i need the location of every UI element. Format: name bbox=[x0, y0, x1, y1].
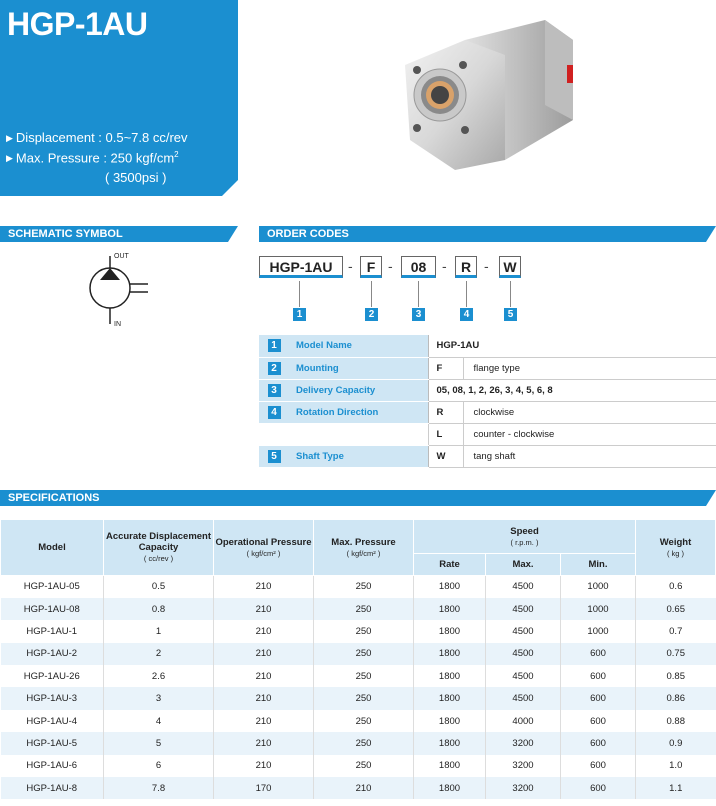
table-cell: 1800 bbox=[414, 755, 486, 777]
section-schematic bbox=[0, 226, 238, 242]
table-cell: 250 bbox=[314, 643, 414, 665]
table-cell: 1800 bbox=[414, 665, 486, 687]
table-cell: 4500 bbox=[486, 643, 561, 665]
bar-cut bbox=[706, 490, 716, 506]
table-cell: 0.7 bbox=[669, 625, 683, 637]
table-cell: 600 bbox=[561, 710, 636, 732]
table-cell: 600 bbox=[561, 643, 636, 665]
row-key: 05, 08, 1, 2, 26, 3, 4, 5, 6, 8 bbox=[428, 379, 716, 401]
spec-displacement bbox=[6, 130, 188, 145]
table-cell: 600 bbox=[561, 665, 636, 687]
table-cell: 210 bbox=[214, 687, 314, 709]
row-key: R bbox=[428, 401, 463, 423]
code-dash: - bbox=[442, 258, 447, 274]
table-row bbox=[1, 687, 716, 709]
table-row bbox=[1, 576, 716, 598]
col-weight: Weight ( kg ) bbox=[636, 520, 716, 576]
table-cell: 4500 bbox=[486, 665, 561, 687]
table-cell: 1800 bbox=[414, 576, 486, 598]
row-number-empty bbox=[259, 423, 289, 445]
schematic-in-label: IN bbox=[114, 321, 121, 328]
table-cell: 250 bbox=[314, 598, 414, 620]
col-speed-min: Min. bbox=[561, 554, 636, 576]
table-row bbox=[1, 710, 716, 732]
table-row bbox=[1, 777, 716, 799]
row-number: 5 bbox=[268, 450, 281, 463]
table-cell: 6 bbox=[104, 755, 214, 777]
order-row bbox=[259, 401, 716, 423]
table-cell: 3 bbox=[104, 687, 214, 709]
table-cell: 1000 bbox=[561, 598, 636, 620]
row-number: 4 bbox=[268, 406, 281, 419]
table-row bbox=[1, 665, 716, 687]
table-cell: HGP-1AU-1 bbox=[1, 620, 104, 642]
section-specs-label: SPECIFICATIONS bbox=[8, 492, 100, 504]
bar-cut bbox=[228, 226, 238, 242]
table-cell: 1800 bbox=[414, 643, 486, 665]
table-cell: 1000 bbox=[561, 620, 636, 642]
code-model: HGP-1AU bbox=[259, 256, 343, 278]
code-dash: - bbox=[484, 258, 489, 274]
table-cell: 250 bbox=[314, 687, 414, 709]
code-rotation: R bbox=[455, 256, 477, 278]
table-cell: HGP-1AU-05 bbox=[1, 576, 104, 598]
table-row bbox=[1, 732, 716, 754]
row-number: 3 bbox=[268, 384, 281, 397]
table-cell: HGP-1AU-4 bbox=[1, 710, 104, 732]
table-cell: 250 bbox=[314, 732, 414, 754]
code-number-1: 1 bbox=[293, 308, 306, 321]
table-cell: 210 bbox=[214, 598, 314, 620]
table-cell: 7.8 bbox=[104, 777, 214, 799]
col-rate: Rate bbox=[414, 554, 486, 576]
table-cell: 600 bbox=[561, 732, 636, 754]
schematic-out-label: OUT bbox=[114, 253, 129, 260]
spec-psi: ( 3500psi ) bbox=[105, 170, 167, 185]
row-value: tang shaft bbox=[463, 445, 716, 467]
product-image bbox=[395, 10, 585, 180]
table-row bbox=[1, 643, 716, 665]
table-cell: 250 bbox=[314, 755, 414, 777]
code-number-3: 3 bbox=[412, 308, 425, 321]
table-cell: 0.6 bbox=[669, 581, 683, 593]
table-cell: 3200 bbox=[486, 755, 561, 777]
table-cell: 0.9 bbox=[636, 732, 716, 754]
table-cell: 250 bbox=[314, 710, 414, 732]
row-key: HGP-1AU bbox=[428, 335, 716, 357]
table-cell: 250 bbox=[314, 665, 414, 687]
bullet-arrow-icon: ▶ bbox=[6, 133, 13, 143]
order-row bbox=[259, 379, 716, 401]
row-number: 2 bbox=[268, 362, 281, 375]
row-value: clockwise bbox=[463, 401, 716, 423]
table-cell: 4500 bbox=[486, 598, 561, 620]
table-cell: 210 bbox=[214, 665, 314, 687]
row-label: Rotation Direction bbox=[289, 401, 428, 423]
code-mounting: F bbox=[360, 256, 382, 278]
table-cell: 4 bbox=[104, 710, 214, 732]
table-cell: 0.86 bbox=[636, 687, 716, 709]
table-row bbox=[1, 755, 716, 777]
table-cell: 2 bbox=[104, 643, 214, 665]
table-cell: 600 bbox=[561, 777, 636, 799]
spec-pressure bbox=[6, 150, 179, 165]
row-key: W bbox=[428, 445, 463, 467]
table-cell: HGP-1AU-6 bbox=[1, 755, 104, 777]
bar-cut bbox=[706, 226, 716, 242]
table-cell: 2.6 bbox=[104, 665, 214, 687]
table-cell: 4500 bbox=[486, 687, 561, 709]
table-cell: 3200 bbox=[486, 777, 561, 799]
table-cell: HGP-1AU-26 bbox=[1, 665, 104, 687]
table-cell: HGP-1AU-5 bbox=[1, 732, 104, 754]
row-number: 1 bbox=[268, 339, 281, 352]
col-speed-max: Max. bbox=[486, 554, 561, 576]
corner-cut bbox=[222, 180, 238, 196]
table-cell: 250 bbox=[314, 620, 414, 642]
table-cell: 0.8 bbox=[104, 598, 214, 620]
section-order-label: ORDER CODES bbox=[267, 228, 349, 240]
table-cell: 1.0 bbox=[669, 760, 683, 772]
table-cell: HGP-1AU-3 bbox=[1, 687, 104, 709]
order-code-table bbox=[259, 335, 716, 468]
section-specs bbox=[0, 490, 716, 506]
table-cell: 0.5 bbox=[104, 576, 214, 598]
table-cell: 1000 bbox=[561, 576, 636, 598]
table-cell: 210 bbox=[214, 755, 314, 777]
code-number-2: 2 bbox=[365, 308, 378, 321]
col-displacement: Accurate Displacement Capacity ( cc/rev ) bbox=[104, 520, 214, 576]
col-max-pressure: Max. Pressure ( kgf/cm² ) bbox=[314, 520, 414, 576]
table-cell: HGP-1AU-08 bbox=[1, 598, 104, 620]
row-key: L bbox=[428, 423, 463, 445]
col-speed: Speed ( r.p.m. ) bbox=[414, 520, 636, 554]
displacement-text: Displacement : 0.5~7.8 cc/rev bbox=[15, 130, 188, 145]
specs-table bbox=[0, 519, 716, 799]
table-cell: 250 bbox=[314, 576, 414, 598]
table-cell: 1800 bbox=[414, 732, 486, 754]
row-label: Shaft Type bbox=[289, 445, 428, 467]
pressure-sup: 2 bbox=[174, 150, 179, 159]
col-operational: Operational Pressure ( kgf/cm² ) bbox=[214, 520, 314, 576]
table-cell: 600 bbox=[561, 687, 636, 709]
order-row bbox=[259, 423, 716, 445]
bullet-arrow-icon: ▶ bbox=[6, 153, 13, 164]
row-label: Model Name bbox=[289, 335, 428, 357]
table-cell: HGP-1AU-8 bbox=[1, 777, 104, 799]
table-cell: 1.1 bbox=[636, 777, 716, 799]
code-number-5: 5 bbox=[504, 308, 517, 321]
code-number-4: 4 bbox=[460, 308, 473, 321]
code-connector bbox=[466, 281, 467, 307]
table-cell: 170 bbox=[214, 777, 314, 799]
order-row bbox=[259, 335, 716, 357]
header-panel bbox=[0, 0, 238, 196]
row-label: Delivery Capacity bbox=[289, 379, 428, 401]
col-model: Model bbox=[1, 520, 104, 576]
table-cell: 210 bbox=[214, 643, 314, 665]
row-value: counter - clockwise bbox=[463, 423, 716, 445]
table-cell: 0.75 bbox=[636, 643, 716, 665]
table-row bbox=[1, 620, 716, 642]
table-cell: 0.88 bbox=[666, 715, 685, 727]
order-row bbox=[259, 357, 716, 379]
table-row bbox=[1, 598, 716, 620]
table-cell: 210 bbox=[214, 620, 314, 642]
code-connector bbox=[299, 281, 300, 307]
table-cell: 210 bbox=[214, 732, 314, 754]
row-label: Mounting bbox=[289, 357, 428, 379]
code-capacity: 08 bbox=[401, 256, 436, 278]
code-shaft: W bbox=[499, 256, 521, 278]
table-cell: 600 bbox=[561, 755, 636, 777]
table-cell: 4500 bbox=[486, 576, 561, 598]
table-cell: 210 bbox=[214, 710, 314, 732]
order-row bbox=[259, 445, 716, 467]
table-cell: 1800 bbox=[414, 598, 486, 620]
table-cell: 0.65 bbox=[636, 598, 716, 620]
table-cell: 1800 bbox=[414, 620, 486, 642]
table-cell: 210 bbox=[314, 777, 414, 799]
row-value: flange type bbox=[463, 357, 716, 379]
table-cell: 4500 bbox=[486, 620, 561, 642]
table-cell: 1800 bbox=[414, 710, 486, 732]
table-cell: 0.85 bbox=[666, 670, 685, 682]
section-order bbox=[259, 226, 716, 242]
code-connector bbox=[371, 281, 372, 307]
table-cell: 4000 bbox=[486, 710, 561, 732]
row-key: F bbox=[428, 357, 463, 379]
specs-body bbox=[1, 576, 716, 800]
section-schematic-label: SCHEMATIC SYMBOL bbox=[8, 228, 123, 240]
pressure-text: Max. Pressure : 250 kgf/cm bbox=[15, 150, 175, 166]
code-connector bbox=[510, 281, 511, 307]
code-dash: - bbox=[348, 258, 353, 274]
table-cell: 1800 bbox=[414, 687, 486, 709]
table-cell: 3200 bbox=[486, 732, 561, 754]
table-cell: HGP-1AU-2 bbox=[1, 643, 104, 665]
code-dash: - bbox=[388, 258, 393, 274]
table-cell: 1800 bbox=[414, 777, 486, 799]
table-cell: 1 bbox=[104, 620, 214, 642]
code-connector bbox=[418, 281, 419, 307]
pump-symbol-icon bbox=[80, 248, 180, 333]
page-title: HGP-1AU bbox=[7, 6, 148, 42]
row-label-empty bbox=[289, 423, 428, 445]
table-cell: 210 bbox=[214, 576, 314, 598]
table-cell: 5 bbox=[104, 732, 214, 754]
